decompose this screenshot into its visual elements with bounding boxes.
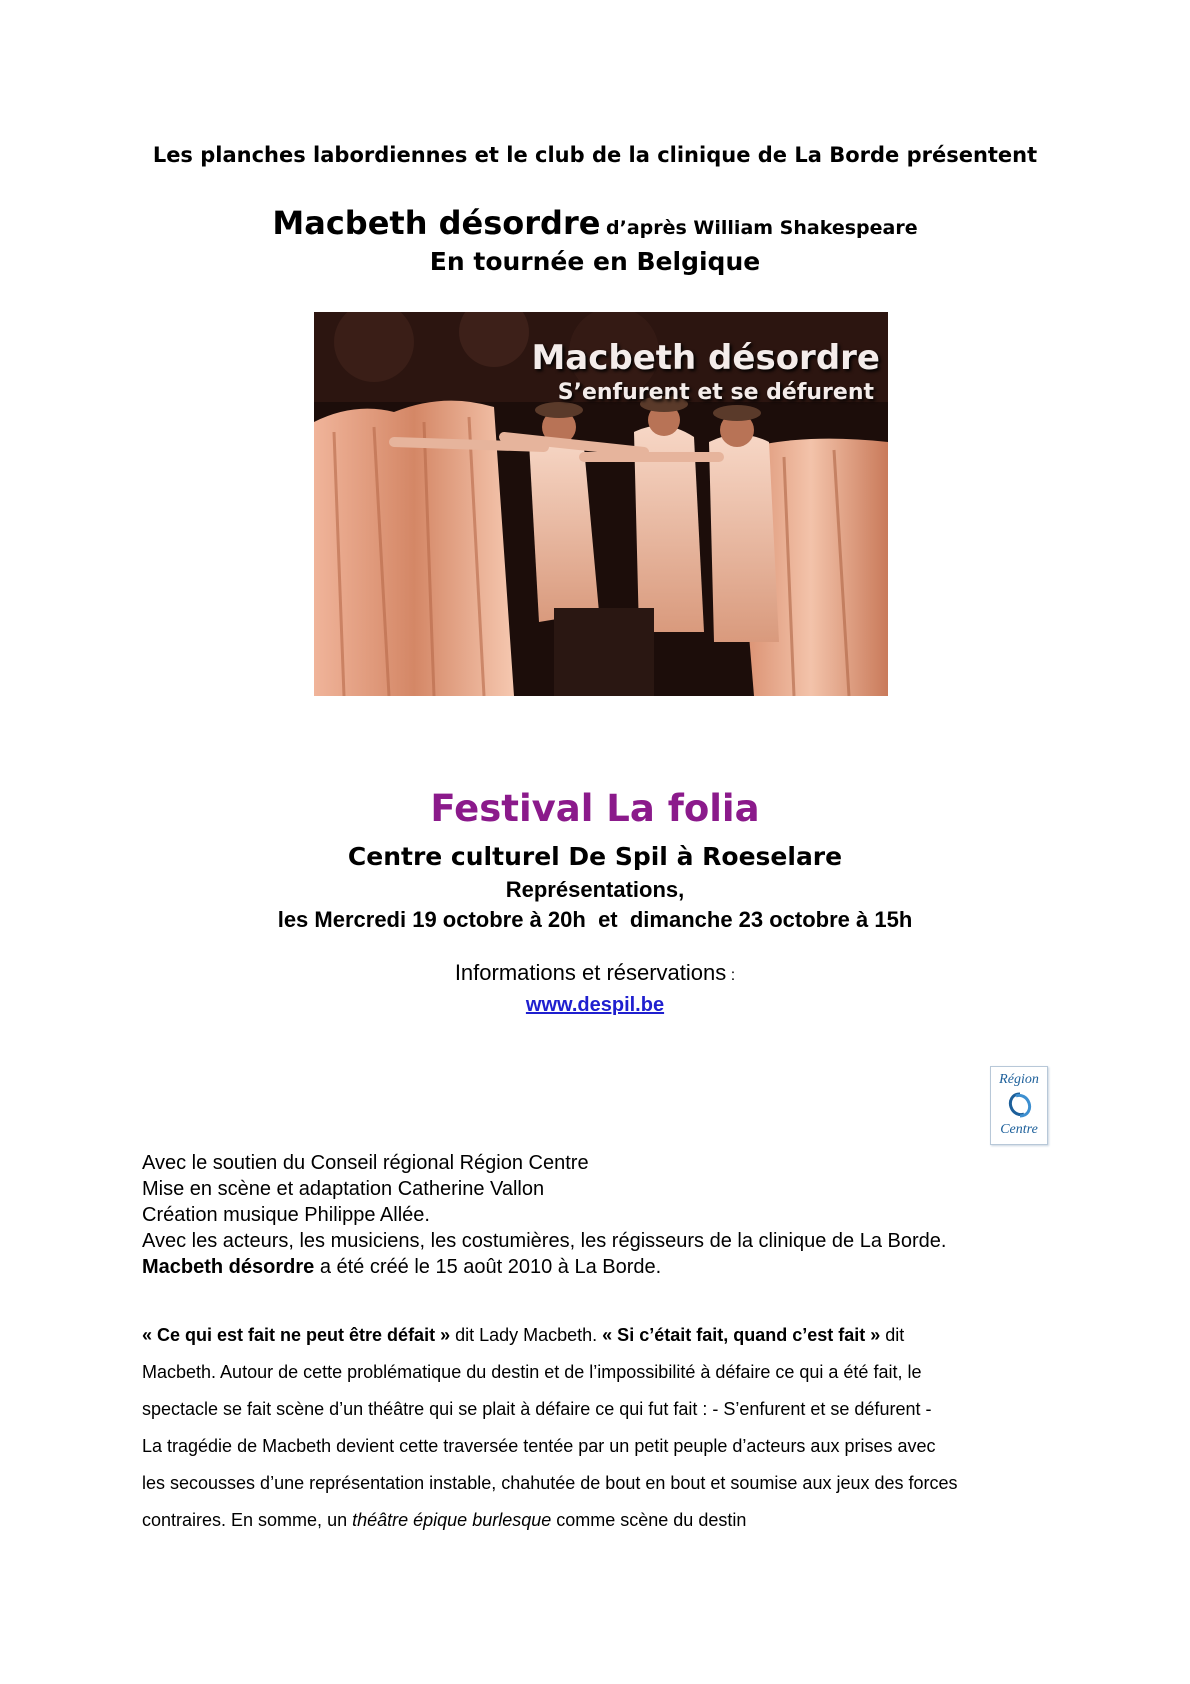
poster-subtitle: S’enfurent et se défurent bbox=[557, 380, 874, 405]
description-line-4: La tragédie de Macbeth devient cette traversée tentée par un petit peuple d’acteurs aux prises avec bbox=[142, 1436, 936, 1456]
show-title: Macbeth désordre bbox=[272, 204, 601, 242]
venue: Centre culturel De Spil à Roeselare bbox=[347, 842, 843, 871]
line6-start: contraires. En somme, un bbox=[142, 1510, 353, 1530]
logo-line-2: Centre bbox=[1000, 1122, 1038, 1137]
created-title: Macbeth désordre bbox=[142, 1256, 315, 1278]
credit-actors: Avec les acteurs, les musiciens, les costumières, les régisseurs de la clinique de La Borde. bbox=[142, 1230, 947, 1252]
description-line-1 bbox=[142, 1325, 904, 1346]
quote2-attribution: dit bbox=[880, 1325, 905, 1345]
credit-staging: Mise en scène et adaptation Catherine Vallon bbox=[142, 1178, 545, 1200]
line6-end: comme scène du destin bbox=[551, 1510, 747, 1530]
description-line-2: Macbeth. Autour de cette problématique du destin et de l’impossibilité à défaire ce qui a été fait, le bbox=[142, 1362, 922, 1382]
credit-support: Avec le soutien du Conseil régional Région Centre bbox=[142, 1152, 589, 1174]
festival-name: Festival La folia bbox=[430, 787, 760, 830]
performance-dates: les Mercredi 19 octobre à 20h et dimanche 23 octobre à 15h bbox=[277, 907, 913, 932]
description-line-6 bbox=[142, 1510, 746, 1531]
representations-label: Représentations, bbox=[505, 877, 685, 902]
quote-macbeth: « Si c’était fait, quand c’est fait » bbox=[602, 1325, 881, 1345]
credit-created bbox=[142, 1254, 661, 1280]
credit-music: Création musique Philippe Allée. bbox=[142, 1204, 430, 1226]
info-line bbox=[0, 960, 1190, 986]
description-line-5: les secousses d’une représentation instable, chahutée de bout en bout et soumise aux jeux des forces bbox=[142, 1473, 958, 1493]
show-title-line bbox=[0, 204, 1190, 242]
website-link[interactable]: www.despil.be bbox=[525, 994, 665, 1016]
presenters-line: Les planches labordiennes et le club de la clinique de La Borde présentent bbox=[152, 143, 1038, 167]
region-centre-logo-icon bbox=[1005, 1091, 1035, 1119]
region-centre-logo bbox=[990, 1066, 1048, 1145]
poster-title: Macbeth désordre bbox=[531, 338, 880, 378]
quote-lady-macbeth: « Ce qui est fait ne peut être défait » bbox=[142, 1325, 451, 1345]
show-author: d’après William Shakespeare bbox=[606, 217, 918, 239]
info-colon: : bbox=[726, 967, 736, 984]
tour-line: En tournée en Belgique bbox=[429, 247, 761, 276]
quote1-attribution: dit Lady Macbeth. bbox=[450, 1325, 603, 1345]
poster-image bbox=[314, 312, 888, 696]
info-label: Informations et réservations bbox=[454, 960, 727, 985]
line6-italic: théâtre épique burlesque bbox=[352, 1510, 552, 1530]
logo-line-1: Région bbox=[999, 1072, 1039, 1087]
created-rest: a été créé le 15 août 2010 à La Borde. bbox=[314, 1256, 662, 1278]
description-line-3: spectacle se fait scène d’un théâtre qui se plait à défaire ce qui fut fait : - S’enfurent et se défurent - bbox=[142, 1399, 932, 1419]
